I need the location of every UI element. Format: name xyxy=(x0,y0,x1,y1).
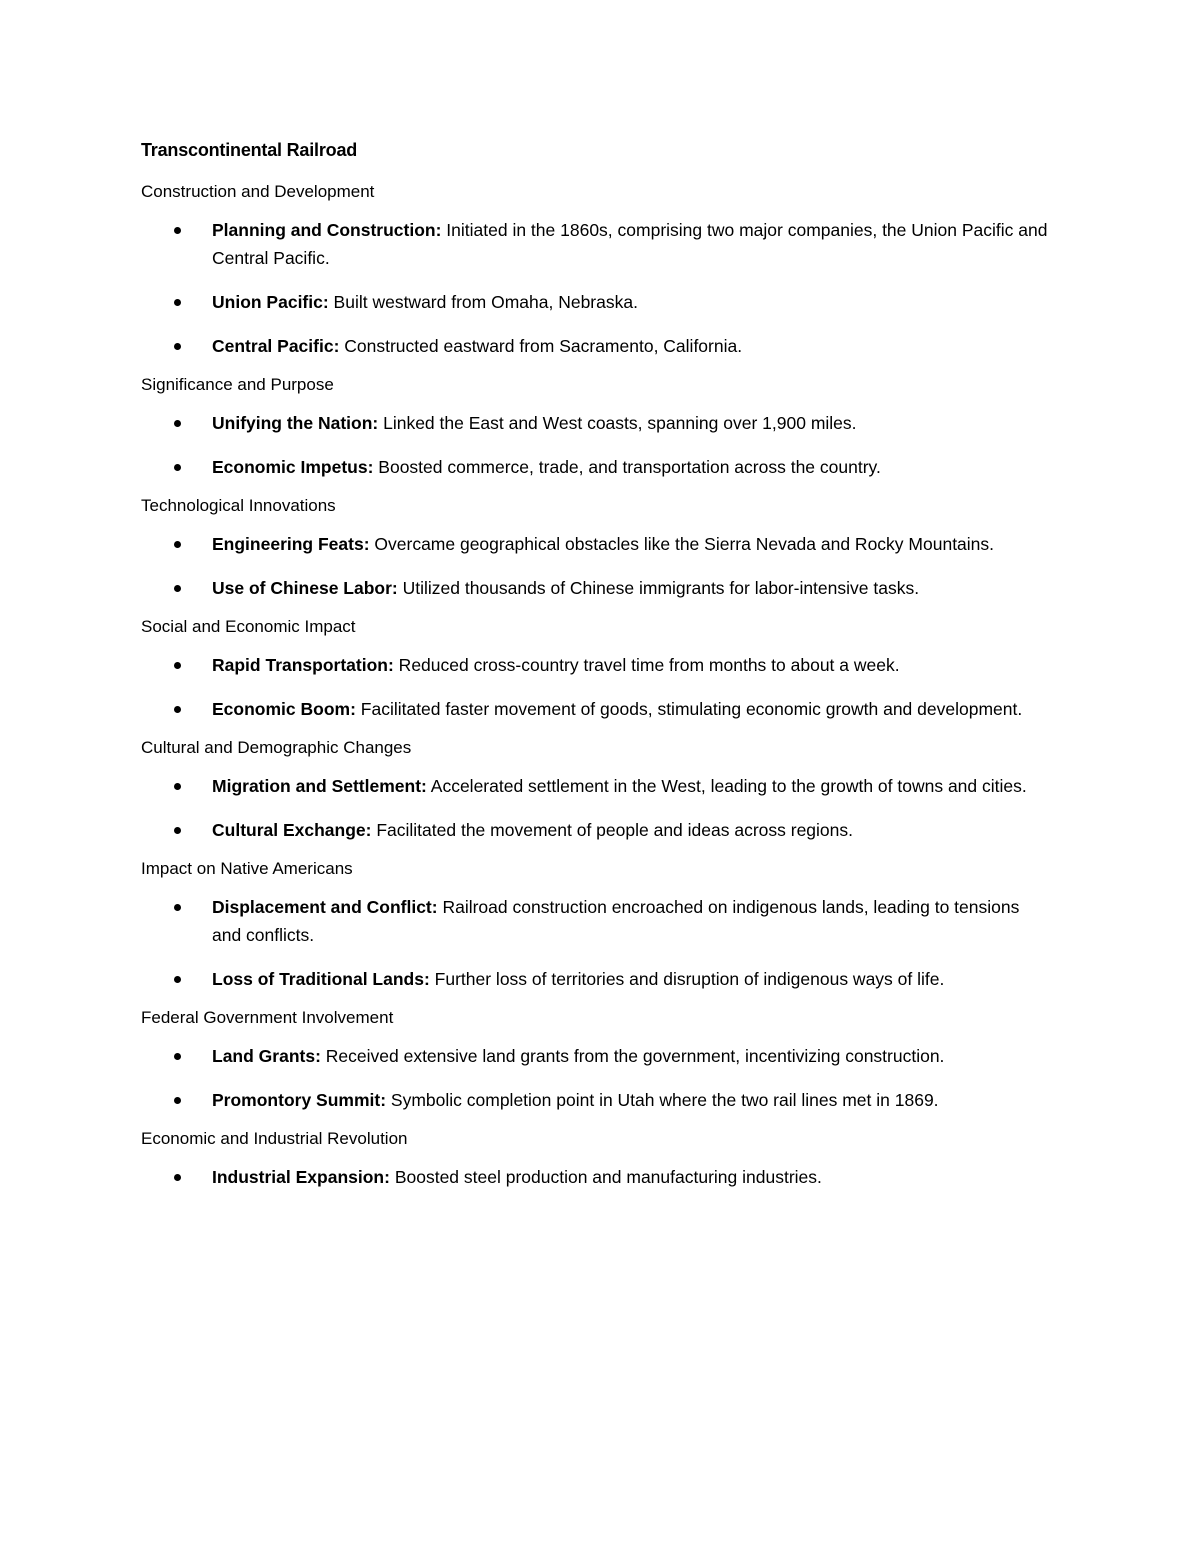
document-section xyxy=(141,615,1061,723)
bullet-term: Rapid Transportation: xyxy=(212,655,394,675)
bullet-item xyxy=(141,816,1052,844)
document-title: Transcontinental Railroad xyxy=(141,140,358,160)
bullet-point-icon xyxy=(174,1174,181,1181)
bullet-item xyxy=(141,1163,1052,1191)
bullet-text: Railroad construction encroached on indigenous lands, leading to tensions and conflicts. xyxy=(212,897,1020,945)
document-section xyxy=(141,494,1061,602)
section-heading: Technological Innovations xyxy=(141,496,336,515)
bullet-point-icon xyxy=(174,227,181,234)
bullet-list xyxy=(141,530,1061,602)
bullet-text: Utilized thousands of Chinese immigrants for labor-intensive tasks. xyxy=(397,578,920,598)
bullet-list xyxy=(141,772,1061,844)
bullet-point-icon xyxy=(174,1053,181,1060)
bullet-text: Boosted steel production and manufacturing industries. xyxy=(389,1167,822,1187)
bullet-term: Use of Chinese Labor: xyxy=(212,578,398,598)
bullet-list xyxy=(141,893,1061,993)
bullet-term: Central Pacific: xyxy=(212,336,340,356)
bullet-term: Land Grants: xyxy=(212,1046,321,1066)
section-heading: Impact on Native Americans xyxy=(141,859,353,878)
bullet-item xyxy=(141,530,1052,558)
document-section xyxy=(141,373,1061,481)
bullet-text: Initiated in the 1860s, comprising two major companies, the Union Pacific and Central Pacific. xyxy=(212,220,1048,268)
bullet-point-icon xyxy=(174,1097,181,1104)
bullet-item xyxy=(141,893,1052,949)
document-section xyxy=(141,1127,1061,1191)
bullet-text: Reduced cross-country travel time from months to about a week. xyxy=(393,655,900,675)
document-section xyxy=(141,1006,1061,1114)
bullet-term: Planning and Construction: xyxy=(212,220,442,240)
bullet-term: Cultural Exchange: xyxy=(212,820,372,840)
bullet-text: Built westward from Omaha, Nebraska. xyxy=(328,292,638,312)
bullet-point-icon xyxy=(174,343,181,350)
bullet-text: Accelerated settlement in the West, leading to the growth of towns and cities. xyxy=(426,776,1027,796)
bullet-point-icon xyxy=(174,706,181,713)
bullet-term: Unifying the Nation: xyxy=(212,413,379,433)
bullet-text: Facilitated faster movement of goods, stimulating economic growth and development. xyxy=(355,699,1023,719)
section-heading: Economic and Industrial Revolution xyxy=(141,1129,408,1148)
bullet-list xyxy=(141,1042,1061,1114)
section-heading: Significance and Purpose xyxy=(141,375,334,394)
bullet-term: Economic Boom: xyxy=(212,699,356,719)
document-section xyxy=(141,857,1061,993)
bullet-item xyxy=(141,772,1052,800)
bullet-point-icon xyxy=(174,464,181,471)
document-section xyxy=(141,736,1061,844)
bullet-text: Received extensive land grants from the government, incentivizing construction. xyxy=(320,1046,945,1066)
document-page xyxy=(141,138,1061,1204)
bullet-list xyxy=(141,409,1061,481)
bullet-list xyxy=(141,1163,1061,1191)
bullet-text: Further loss of territories and disruption of indigenous ways of life. xyxy=(429,969,945,989)
bullet-list xyxy=(141,216,1061,360)
bullet-point-icon xyxy=(174,541,181,548)
document-body xyxy=(141,180,1061,1191)
bullet-point-icon xyxy=(174,783,181,790)
section-heading: Construction and Development xyxy=(141,182,375,201)
bullet-item xyxy=(141,1042,1052,1070)
bullet-point-icon xyxy=(174,662,181,669)
bullet-text: Overcame geographical obstacles like the Sierra Nevada and Rocky Mountains. xyxy=(369,534,995,554)
bullet-list xyxy=(141,651,1061,723)
bullet-item xyxy=(141,574,1052,602)
bullet-item xyxy=(141,453,1052,481)
bullet-text: Symbolic completion point in Utah where the two rail lines met in 1869. xyxy=(386,1090,939,1110)
bullet-point-icon xyxy=(174,976,181,983)
bullet-term: Union Pacific: xyxy=(212,292,329,312)
bullet-item xyxy=(141,1086,1052,1114)
bullet-text: Facilitated the movement of people and ideas across regions. xyxy=(371,820,854,840)
bullet-item xyxy=(141,332,1052,360)
bullet-term: Industrial Expansion: xyxy=(212,1167,390,1187)
bullet-item xyxy=(141,409,1052,437)
bullet-text: Constructed eastward from Sacramento, California. xyxy=(339,336,743,356)
document-section xyxy=(141,180,1061,360)
bullet-item xyxy=(141,695,1052,723)
bullet-term: Displacement and Conflict: xyxy=(212,897,438,917)
bullet-item xyxy=(141,965,1052,993)
bullet-point-icon xyxy=(174,299,181,306)
bullet-point-icon xyxy=(174,585,181,592)
bullet-term: Economic Impetus: xyxy=(212,457,374,477)
bullet-item xyxy=(141,216,1052,272)
section-heading: Federal Government Involvement xyxy=(141,1008,394,1027)
section-heading: Social and Economic Impact xyxy=(141,617,356,636)
bullet-term: Migration and Settlement: xyxy=(212,776,427,796)
bullet-point-icon xyxy=(174,904,181,911)
bullet-text: Boosted commerce, trade, and transportation across the country. xyxy=(373,457,881,477)
bullet-item xyxy=(141,651,1052,679)
bullet-point-icon xyxy=(174,827,181,834)
bullet-text: Linked the East and West coasts, spanning over 1,900 miles. xyxy=(378,413,857,433)
bullet-term: Promontory Summit: xyxy=(212,1090,387,1110)
section-heading: Cultural and Demographic Changes xyxy=(141,738,412,757)
bullet-item xyxy=(141,288,1052,316)
bullet-term: Loss of Traditional Lands: xyxy=(212,969,430,989)
bullet-point-icon xyxy=(174,420,181,427)
bullet-term: Engineering Feats: xyxy=(212,534,370,554)
